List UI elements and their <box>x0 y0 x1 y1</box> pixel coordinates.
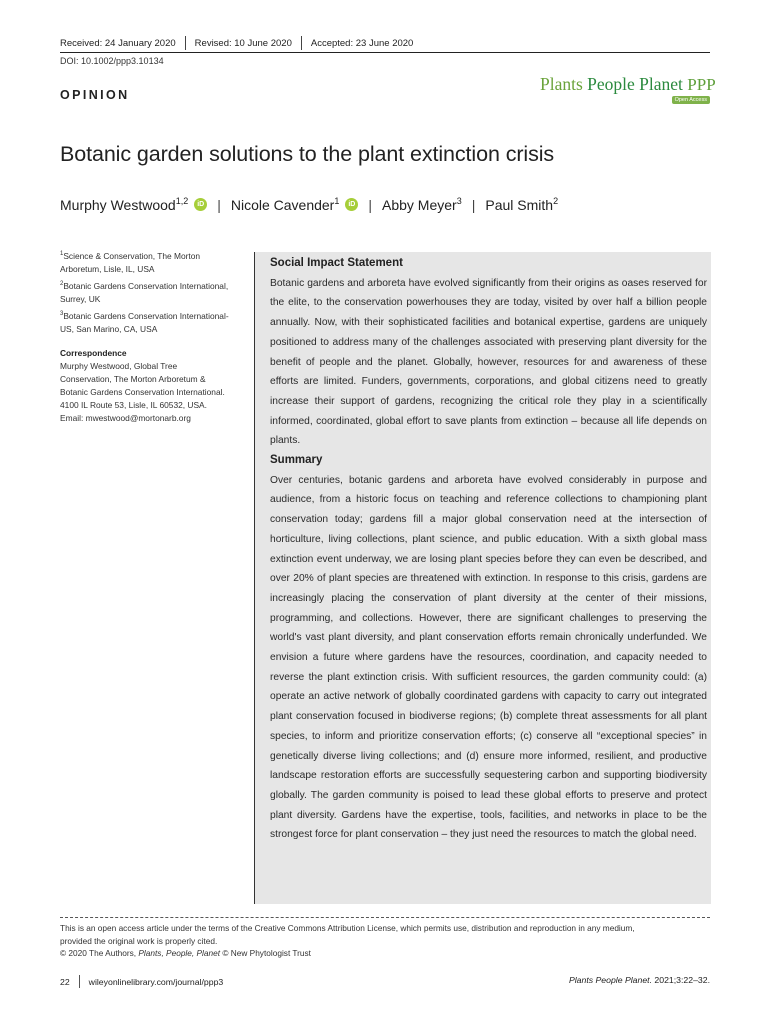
accepted-date: Accepted: 23 June 2020 <box>310 37 414 49</box>
affiliation-3: $^3$Botanic Gardens Conservation International-US, San Marino, CA, USA <box>60 310 229 334</box>
journal-logo[interactable] <box>540 74 716 106</box>
license-divider <box>60 917 710 918</box>
impact-text: Botanic gardens and arboreta have evolved significantly from their origins as oases reserved for the elite, to the conservation powerhouses they are today, visited by over half a billion people annually. Now, with their sophisticated facilities and botanical expertise, gardens are uniquely positioned to address many of the challenges associated with preserving plant diversity for the benefit of people and the planet. Globally, however, resources for and awareness of these efforts are limited. Funders, governments, corporations, and global citizens need to greatly increase their support of gardens, recognizing the critical role they play in a scientifically informed, coordinated, global effort to save plants from extinction – because all life depends on plants. <box>270 277 707 447</box>
orcid-icon[interactable]: iD <box>345 198 358 211</box>
correspondence-line: 4100 IL Route 53, Lisle, IL 60532, USA. <box>60 400 207 410</box>
correspondence-email[interactable]: Email: mwestwood@mortonarb.org <box>60 413 191 423</box>
correspondence <box>60 347 240 425</box>
affiliation-1: $^1$Science & Conservation, The Morton Arboretum, Lisle, IL, USA <box>60 250 201 274</box>
impact-heading: Social Impact Statement <box>270 257 403 269</box>
author-meyer[interactable]: Abby Meyer$^3$ <box>382 196 462 213</box>
doi[interactable]: DOI: 10.1002/ppp3.10134 <box>60 56 164 66</box>
author-separator: | <box>368 196 372 213</box>
divider <box>79 975 80 988</box>
logo-text-plants: Plants <box>540 74 588 94</box>
volume-pages: 2021;3:22–32. <box>652 975 710 985</box>
divider <box>301 36 302 50</box>
section-label: OPINION <box>60 88 130 102</box>
header-rule <box>60 52 710 53</box>
summary-heading: Summary <box>270 454 323 467</box>
logo-ppp-mark: PPP <box>687 75 716 94</box>
page-footer <box>60 975 223 988</box>
journal-url[interactable]: wileyonlinelibrary.com/journal/ppp3 <box>88 976 224 987</box>
license-note <box>60 922 710 960</box>
author-list <box>60 196 558 213</box>
author-separator: | <box>471 196 476 213</box>
correspondence-line: Conservation, The Morton Arboretum & <box>60 374 206 384</box>
logo-text-people-planet: People Planet <box>587 74 688 94</box>
license-line: provided the original work is properly cited. <box>60 935 218 946</box>
copyright-line: © 2020 The Authors, Plants, People, Planet © New Phytologist Trust <box>60 948 311 958</box>
page-number: 22 <box>60 976 70 987</box>
abstract-box <box>254 252 711 904</box>
open-access-badge: Open Access <box>672 96 710 104</box>
article-dates <box>60 36 413 50</box>
divider <box>185 36 186 50</box>
received-date: Received: 24 January 2020 <box>60 37 176 49</box>
journal-name: Plants People Planet. <box>568 975 653 985</box>
revised-date: Revised: 10 June 2020 <box>194 37 292 49</box>
citation <box>569 975 710 985</box>
correspondence-heading: Correspondence <box>60 348 127 358</box>
license-line: This is an open access article under the terms of the Creative Commons Attribution License, which permits use, distribution and reproduction in any medium, <box>60 923 635 933</box>
author-westwood[interactable]: Murphy Westwood$^{1,2}$ <box>60 196 189 213</box>
affiliation-2: $^2$Botanic Gardens Conservation International, Surrey, UK <box>60 280 229 304</box>
author-cavender[interactable]: Nicole Cavender$^1$ <box>230 196 340 213</box>
article-title: Botanic garden solutions to the plant extinction crisis <box>60 142 555 166</box>
correspondence-line: Botanic Gardens Conservation International. <box>60 387 225 397</box>
author-smith[interactable]: Paul Smith$^2$ <box>485 196 559 213</box>
summary-text: Over centuries, botanic gardens and arboreta have evolved considerably in purpose and audience, from a historic focus on teaching and reference collections to championing plant conservation today; gardens fill a major global conservation need at the intersection of horticulture, living collections, plant science, and public education. With a sixth global mass extinction event underway, we are losing plant species before they can even be described, and over 20% of plant species are threatened with extinction. In response to this crisis, gardens are increasingly placing the conservation of plant diversity at the center of their missions, programming, and collections. However, there are significant challenges to preserving the world's vast plant diversity, and plant conservation efforts remain chronically underfunded. We envision a future where gardens have the resources, coordination, and capacity needed to reverse the plant extinction crisis. With sufficient resources, the garden community could: (a) operate an active network of globally coordinated gardens with capacity to carry out integrated plant conservation focused in biodiverse regions; (b) complete threat assessments for all plant species, to inform and prioritize conservation efforts; (c) conserve all “exceptional species” in genetically diverse living collections; and (d) ensure more informed, resilient, and productive landscape restoration efforts are successfully sequestering carbon and supporting biodiversity globally. The garden community is poised to lead these global efforts to preserve and protect plant diversity. Gardens have the expertise, tools, facilities, and networks in place to be the strongest force for plant conservation – they just need the resources to match the global need. <box>270 474 707 841</box>
orcid-icon[interactable]: iD <box>194 198 207 211</box>
author-separator: | <box>217 196 221 213</box>
correspondence-line: Murphy Westwood, Global Tree <box>60 361 178 371</box>
